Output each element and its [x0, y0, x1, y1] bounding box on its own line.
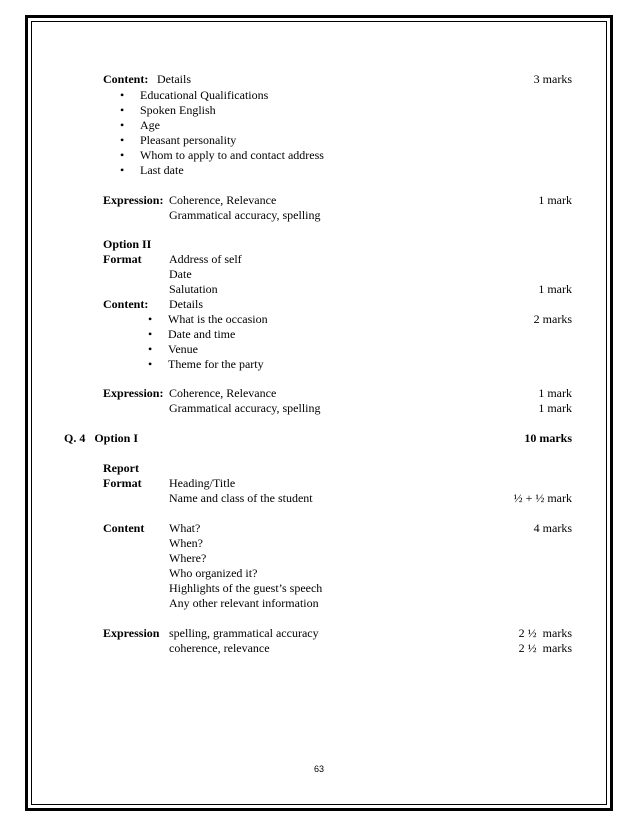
bullet-item: Venue [168, 342, 198, 356]
bullet-icon: • [148, 312, 153, 326]
content-text: Details [169, 297, 203, 311]
content-label: Content [103, 521, 145, 535]
expression-line: Coherence, Relevance [169, 386, 277, 400]
question-heading: Q. 4 Option I [64, 431, 139, 445]
content-marks: 4 marks [533, 521, 572, 535]
content-label: Content: [103, 297, 149, 311]
bullet-item: Theme for the party [168, 357, 264, 371]
bullet-item: Date and time [168, 327, 236, 341]
content-item: What? [169, 521, 201, 535]
bullet-icon: • [120, 88, 125, 102]
expression-marks: 1 mark [538, 386, 572, 400]
question-total-marks: 10 marks [524, 431, 572, 445]
content-item: Highlights of the guest’s speech [169, 581, 323, 595]
format-marks: ½ + ½ mark [513, 491, 572, 505]
expression-label: Expression: [103, 193, 164, 207]
content-item: Any other relevant information [169, 596, 319, 610]
bullet-item: Last date [140, 163, 184, 177]
bullet-icon: • [148, 357, 153, 371]
bullet-icon: • [120, 133, 125, 147]
format-item: Heading/Title [169, 476, 236, 490]
bullet-icon: • [120, 103, 125, 117]
format-item: Name and class of the student [169, 491, 313, 505]
expression-label: Expression: [103, 386, 164, 400]
content-label: Content: [103, 72, 149, 86]
bullet-icon: • [120, 148, 125, 162]
bullet-item: Age [140, 118, 160, 132]
bullet-item: Whom to apply to and contact address [140, 148, 324, 162]
bullet-icon: • [148, 327, 153, 341]
bullet-icon: • [120, 163, 125, 177]
content-marks: 3 marks [533, 72, 572, 86]
bullet-item: Pleasant personality [140, 133, 237, 147]
format-item: Date [169, 267, 192, 281]
option-title: Option II [103, 237, 152, 251]
bullet-item: What is the occasion [168, 312, 268, 326]
expression-line: spelling, grammatical accuracy [169, 626, 319, 640]
page-number: 63 [313, 764, 324, 774]
expression-line: Grammatical accuracy, spelling [169, 401, 321, 415]
content-item: Where? [169, 551, 207, 565]
content-marks: 2 marks [533, 312, 572, 326]
expression-line: coherence, relevance [169, 641, 270, 655]
expression-label: Expression [103, 626, 160, 640]
bullet-item: Educational Qualifications [140, 88, 269, 102]
bullet-icon: • [148, 342, 153, 356]
content-text: Details [157, 72, 191, 86]
bullet-item: Spoken English [140, 103, 216, 117]
expression-marks: 2 ½ marks [518, 641, 572, 655]
format-item: Salutation [169, 282, 218, 296]
content-item: Who organized it? [169, 566, 258, 580]
format-marks: 1 mark [538, 282, 572, 296]
expression-line: Coherence, Relevance [169, 193, 277, 207]
expression-marks: 1 mark [538, 401, 572, 415]
format-item: Address of self [169, 252, 242, 266]
report-label: Report [103, 461, 139, 475]
format-label: Format [103, 476, 142, 490]
expression-marks: 2 ½ marks [518, 626, 572, 640]
expression-marks: 1 mark [538, 193, 572, 207]
content-item: When? [169, 536, 203, 550]
format-label: Format [103, 252, 142, 266]
bullet-icon: • [120, 118, 125, 132]
expression-line: Grammatical accuracy, spelling [169, 208, 321, 222]
